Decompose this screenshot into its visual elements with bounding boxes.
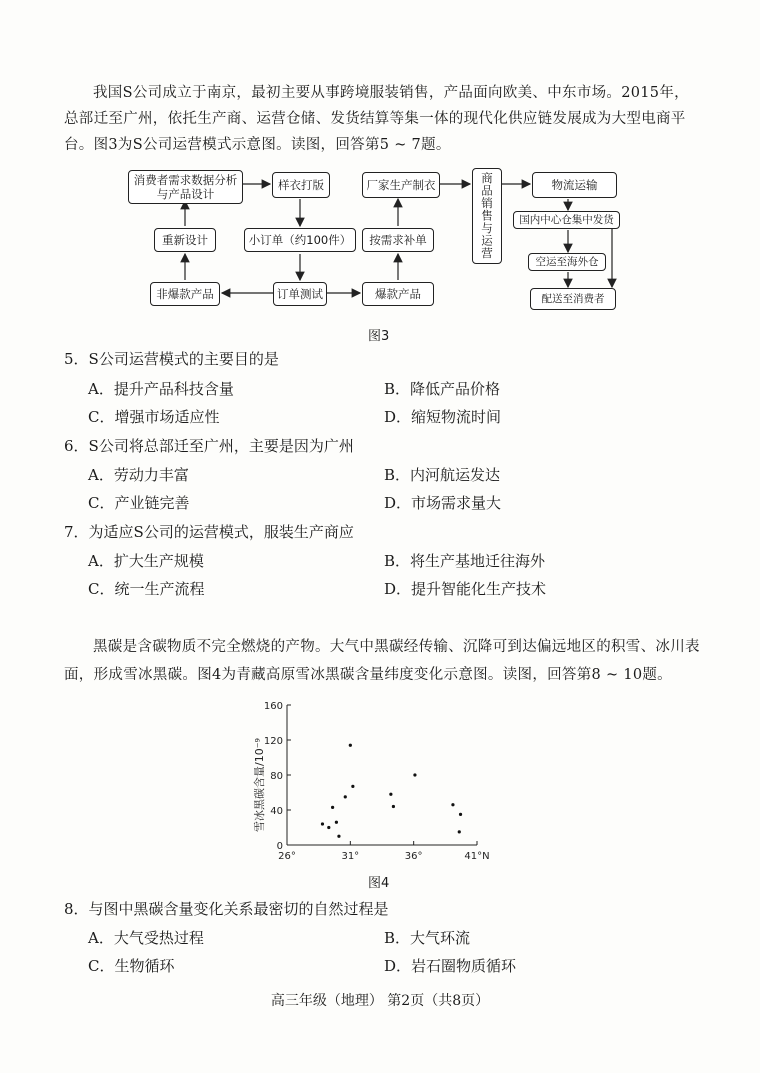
q6-option-b: B．内河航运发达 [384,466,501,484]
y-axis-label: 雪冰黑碳含量/10⁻⁹ [253,738,266,832]
q8-option-d: D．岩石圈物质循环 [384,957,517,975]
q8-option-a: A．大气受热过程 [88,929,204,947]
q6-option-d: D．市场需求量大 [384,494,502,512]
q6-stem: 6．S公司将总部迁至广州，主要是因为广州 [64,437,354,455]
box-restock: 按需求补单 [362,228,434,252]
box-domestic-warehouse: 国内中心仓集中发货 [513,211,620,229]
scatter-point [327,826,330,829]
q7-option-b: B．将生产基地迁往海外 [384,552,546,570]
x-tick-label: 31° [341,851,360,862]
page-footer: 高三年级（地理） 第2页（共8页） [270,993,490,1009]
q8-option-c: C．生物循环 [88,957,175,975]
q7-stem: 7．为适应S公司的运营模式，服装生产商应 [64,523,354,541]
x-tick-label: 26° [278,851,296,862]
passage2-line1: 黑碳是含碳物质不完全燃烧的产物。大气中黑碳经传输、沉降可到达偏远地区的积雪、冰川表 [93,639,700,655]
figure4-scatter-chart [0,695,760,865]
q7-option-a: A．扩大生产规模 [88,552,204,570]
box-consumer-analysis: 消费者需求数据分析与产品设计 [128,170,243,204]
box-non-hit-product: 非爆款产品 [150,282,220,306]
q5-stem: 5．S公司运营模式的主要目的是 [64,350,279,368]
q8-option-b: B．大气环流 [384,929,471,947]
scatter-point [458,830,461,833]
y-tick-label: 40 [270,806,283,817]
y-tick-label: 0 [276,841,283,852]
scatter-point [321,822,324,825]
scatter-point [413,773,416,776]
y-tick-label: 120 [263,736,283,747]
passage1-line3: 台。图3为S公司运营模式示意图。读图，回答第5 ~ 7题。 [64,137,451,153]
scatter-point [344,795,347,798]
box-logistics: 物流运输 [532,172,617,198]
q6-option-c: C．产业链完善 [88,494,190,512]
flowchart-arrows [0,0,760,320]
scatter-point [392,805,395,808]
scatter-point [331,806,334,809]
scatter-point [351,785,354,788]
q5-option-a: A．提升产品科技含量 [88,380,234,398]
scatter-point [335,821,338,824]
box-factory-production: 厂家生产制衣 [362,172,440,198]
q5-option-c: C．增强市场适应性 [88,408,220,426]
box-small-order: 小订单（约100件） [244,228,356,252]
q7-option-c: C．统一生产流程 [88,580,205,598]
box-deliver-consumer: 配送至消费者 [530,288,616,310]
y-tick-label: 80 [270,771,283,782]
x-tick-label: 36° [404,851,423,862]
passage2-line2: 面，形成雪冰黑碳。图4为青藏高原雪冰黑碳含量纬度变化示意图。读图，回答第8 ~ 10题。 [64,667,672,683]
scatter-point [337,835,340,838]
y-tick-label: 160 [263,701,283,712]
scatter-point [459,813,462,816]
q8-stem: 8．与图中黑碳含量变化关系最密切的自然过程是 [64,900,389,918]
box-overseas-warehouse: 空运至海外仓 [528,253,606,271]
q5-option-d: D．缩短物流时间 [384,408,502,426]
scatter-point [389,793,392,796]
passage1-line2: 总部迁至广州，依托生产商、运营仓储、发货结算等集一体的现代化供应链发展成为大型电商平 [64,111,686,127]
box-redesign: 重新设计 [154,228,216,252]
scatter-point [349,744,352,747]
passage1-line1: 我国S公司成立于南京，最初主要从事跨境服装销售，产品面向欧美、中东市场。2015年， [93,85,689,101]
box-sales-operation: 商品销售与运营 [472,168,502,264]
box-order-test: 订单测试 [273,282,327,306]
figure4-caption: 图4 [368,876,390,891]
q5-option-b: B．降低产品价格 [384,380,501,398]
x-tick-label: 41°N [464,851,490,862]
q6-option-a: A．劳动力丰富 [88,466,189,484]
scatter-point [451,803,454,806]
figure3-caption: 图3 [368,329,390,344]
box-sample-making: 样衣打版 [272,172,330,198]
q7-option-d: D．提升智能化生产技术 [384,580,547,598]
box-hit-product: 爆款产品 [362,282,434,306]
